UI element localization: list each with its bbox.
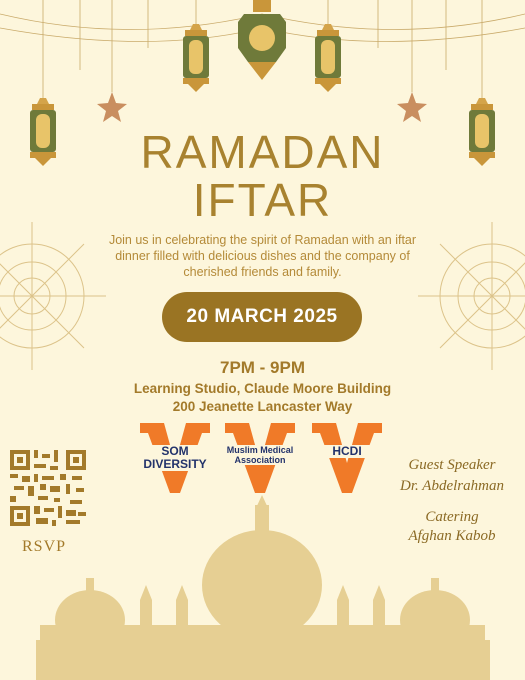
v-logo-icon: [312, 423, 382, 493]
star-icon: [397, 92, 427, 122]
sponsor-line1: SOM: [161, 444, 189, 458]
event-time: 7PM - 9PM: [219, 358, 306, 377]
crescent-moon-icon: [374, 50, 384, 70]
location-line2: 200 Jeanette Lancaster Way: [172, 399, 353, 414]
star-icon: [97, 92, 127, 122]
star-icons: [97, 92, 427, 122]
crescent-moon-icon: [444, 70, 454, 90]
location-line1: Learning Studio, Claude Moore Building: [133, 381, 392, 396]
sponsor-line1: HCDI: [332, 444, 362, 458]
mandala-left-icon: [0, 222, 106, 370]
intro-text: Join us in celebrating the spirit of Ramadan with an iftar dinner filled with delicious dishes and the company of cherished friends and family.: [108, 233, 417, 279]
qr-code[interactable]: [10, 450, 86, 526]
sponsor-line2: Association: [234, 455, 286, 465]
catering-label: Catering: [425, 509, 479, 525]
sponsor-logo-som-diversity: [140, 423, 210, 493]
sponsor-line2: DIVERSITY: [143, 457, 207, 471]
crescent-moon-icon: [142, 50, 152, 70]
crescent-moon-icon: [72, 70, 82, 90]
central-lantern-icon: [238, 0, 286, 80]
lantern-icon: [183, 24, 209, 92]
title-line2: IFTAR: [192, 174, 333, 226]
mandala-right-icon: [418, 222, 525, 370]
title-line1: RAMADAN: [140, 126, 385, 178]
date-badge: [162, 292, 362, 342]
sponsor-logo-muslim-medical-association: [225, 423, 295, 493]
sponsor-logo-hcdi: [312, 423, 382, 493]
date-text: 20 MARCH 2025: [186, 306, 338, 327]
lantern-icon: [315, 24, 341, 92]
guest-speaker-name: Dr. Abdelrahman: [400, 478, 504, 494]
catering-name: Afghan Kabob: [408, 528, 496, 544]
guest-speaker-label: Guest Speaker: [408, 457, 496, 473]
rsvp-label: RSVP: [22, 538, 67, 555]
sponsor-line1: Muslim Medical: [226, 445, 294, 455]
